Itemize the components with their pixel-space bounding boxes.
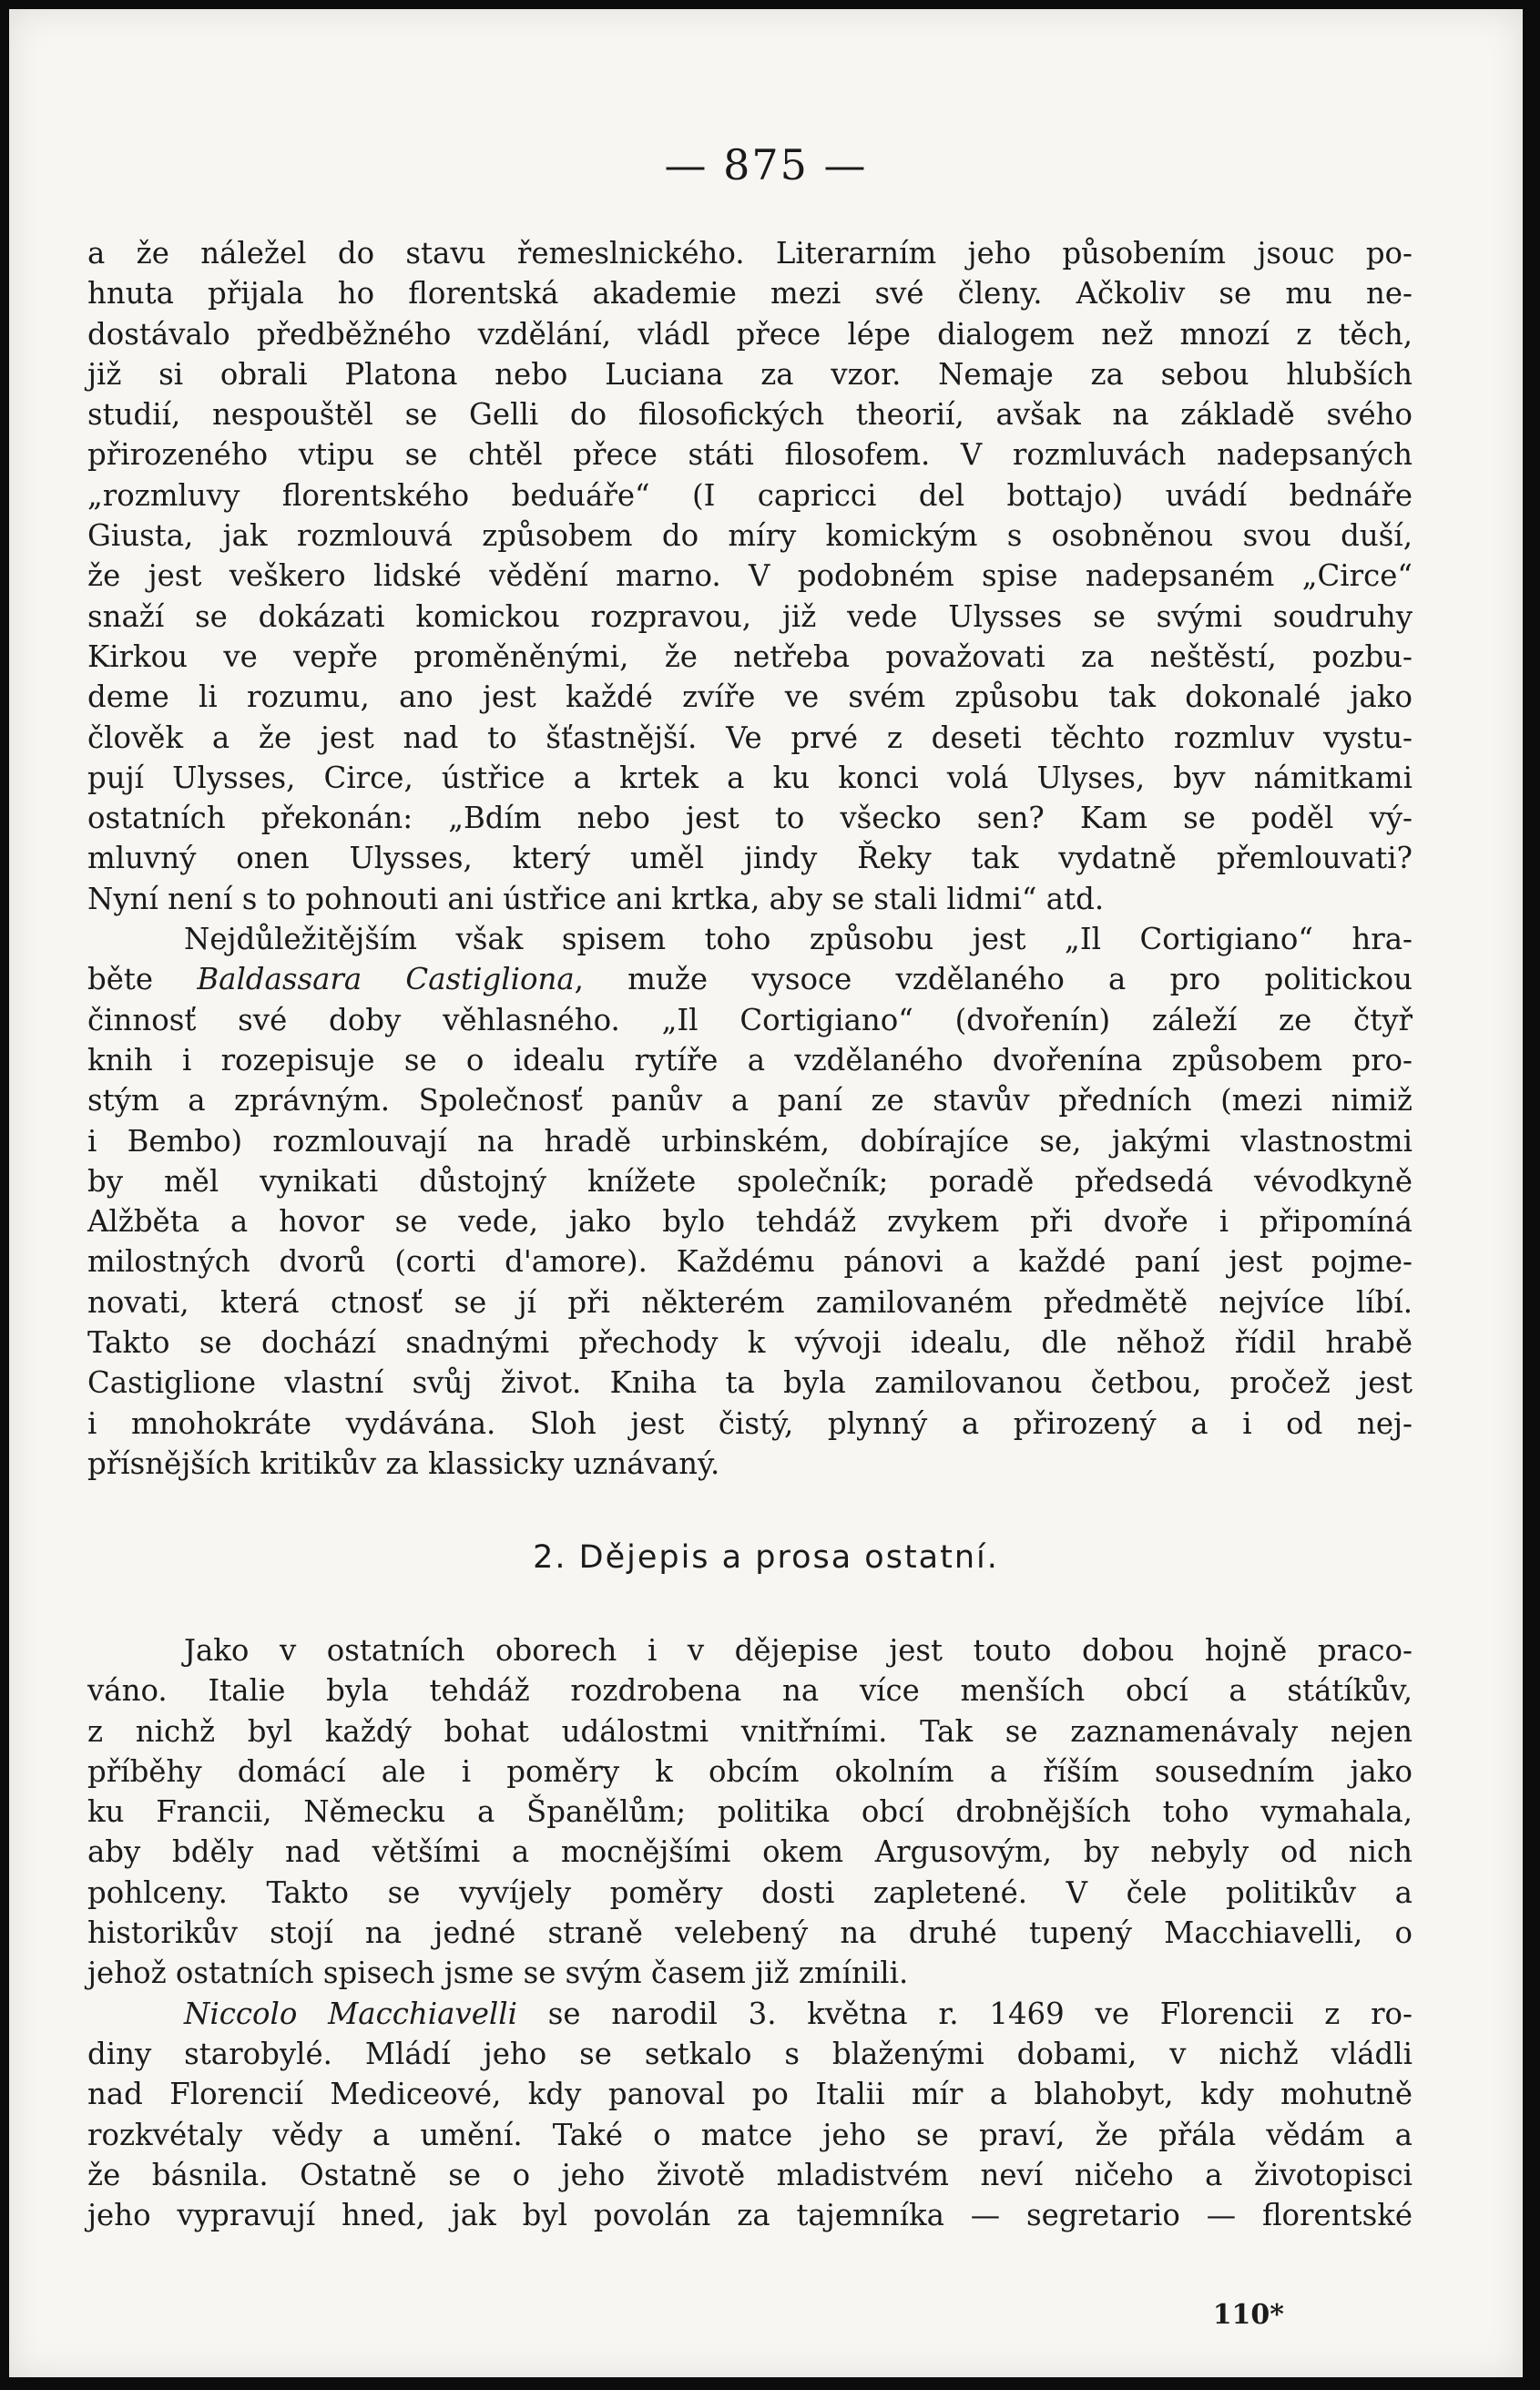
section-heading: 2. Dějepis a prosa ostatní. (533, 1539, 999, 1576)
text-fragment: běte (87, 962, 198, 997)
text-line: studií, nespouštěl se Gelli do filosofických theorií, avšak na základě svého (87, 397, 1413, 433)
text-line: milostných dvorů (corti d'amore). Každému pánovi a každé paní jest pojme- (87, 1244, 1413, 1280)
paragraph-macchiavelli (87, 1994, 1413, 2236)
text-line: jeho vypravují hned, jak byl povolán za tajemníka — segretario — florentské (87, 2198, 1413, 2233)
text-line: přísnějších kritikův za klassicky uznávaný. (87, 1445, 720, 1481)
text-line: že jest veškero lidské vědění marno. V podobném spise nadepsaném „Circe“ (87, 558, 1413, 594)
text-line: i Bembo) rozmlouvají na hradě urbinském, dobírajíce se, jakými vlastnostmi (87, 1123, 1413, 1159)
text-line: z nichž byl každý bohat událostmi vnitřními. Tak se zaznamenávaly nejen (87, 1713, 1413, 1749)
text-line: pohlceny. Takto se vyvíjely poměry dosti zapletené. V čele politikův a (87, 1874, 1413, 1910)
text-line: snaží se dokázati komickou rozpravou, již vede Ulysses se svými soudruhy (87, 598, 1413, 634)
text-line: Giusta, jak rozmlouvá způsobem do míry komickým s osobněnou svou duší, (87, 518, 1413, 554)
text-line: ostatních překonán: „Bdím nebo jest to všecko sen? Kam se poděl vý- (87, 801, 1413, 836)
person-name-italic: Niccolo Macchiavelli (184, 1996, 517, 2031)
text-block-lower (87, 1630, 1413, 2235)
text-line: Takto se dochází snadnými přechody k vývoji idealu, dle něhož řídil hrabě (87, 1325, 1413, 1361)
text-line: diny starobylé. Mládí jeho se setkalo s blaženými dobami, v nichž vládli (87, 2036, 1413, 2071)
text-line: že básnila. Ostatně se o jeho životě mladistvém neví ničeho a životopisci (87, 2157, 1413, 2192)
text-line: hnuta přijala ho florentská akademie mezi své členy. Ačkoliv se mu ne- (87, 276, 1413, 312)
text-line: by měl vynikati důstojný knížete společník; poradě předsedá vévodkyně (87, 1163, 1413, 1199)
text-line: Kirkou ve vepře proměněnými, že netřeba považovati za neštěstí, pozbu- (87, 638, 1413, 674)
paragraph-castiglione (87, 919, 1413, 1484)
text-line: rozkvétaly vědy a umění. Také o matce jeho se praví, že přála vědám a (87, 2117, 1413, 2152)
text-line: novati, která ctnosť se jí při některém zamilovaném předmětě nejvíce líbí. (87, 1284, 1413, 1320)
text-line: stým a zprávným. Společnosť panův a paní ze stavův předních (mezi nimiž (87, 1083, 1413, 1118)
text-line: deme li rozumu, ano jest každé zvíře ve svém způsobu tak dokonalé jako (87, 679, 1413, 715)
text-line: nad Florencií Mediceové, kdy panoval po Italii mír a blahobyt, kdy mohutně (87, 2077, 1413, 2112)
text-block-upper (87, 233, 1413, 1484)
text-line: i mnohokráte vydávána. Sloh jest čistý, plynný a přirozený a i od nej- (87, 1405, 1413, 1441)
text-line: dostávalo předběžného vzdělání, vládl přece lépe dialogem než mnozí z těch, (87, 316, 1413, 352)
text-line: pují Ulysses, Circe, ústřice a krtek a ku konci volá Ulyses, byv námitkami (87, 760, 1413, 795)
text-line: aby bděly nad většími a mocnějšími okem Argusovým, by nebyly od nich (87, 1834, 1413, 1870)
text-line: Castiglione vlastní svůj život. Kniha ta byla zamilovanou četbou, pročež jest (87, 1365, 1413, 1401)
text-line: mluvný onen Ulysses, který uměl jindy Řeky tak vydatně přemlouvati? (87, 841, 1413, 876)
text-line (87, 959, 1413, 999)
text-line: přirozeného vtipu se chtěl přece státi filosofem. V rozmluvách nadepsaných (87, 437, 1413, 473)
text-line: již si obrali Platona nebo Luciana za vzor. Nemaje za sebou hlubších (87, 356, 1413, 392)
text-line: „rozmluvy florentského beduáře“ (I capricci del bottajo) uvádí bednáře (87, 477, 1413, 513)
paragraph-history (87, 1630, 1413, 1994)
book-page (9, 9, 1523, 2377)
text-line: váno. Italie byla tehdáž rozdrobena na více menších obcí a státíkův, (87, 1673, 1413, 1709)
text-fragment: , muže vysoce vzdělaného a pro politickou (574, 962, 1413, 997)
text-line: člověk a že jest nad to šťastnější. Ve prvé z deseti těchto rozmluv vystu- (87, 720, 1413, 755)
text-line: jehož ostatních spisech jsme se svým časem již zmínili. (87, 1956, 909, 1991)
signature-mark: 110* (1212, 2299, 1284, 2331)
text-line (87, 1994, 1413, 2034)
text-line: Nejdůležitějším však spisem toho způsobu jest „Il Cortigiano“ hra- (184, 922, 1413, 957)
text-fragment: se narodil 3. května r. 1469 ve Florencii z ro- (516, 1996, 1413, 2031)
text-line: Jako v ostatních oborech i v dějepise jest touto dobou hojně praco- (184, 1633, 1413, 1668)
page-number: — 875 — (664, 140, 868, 189)
text-line: činnosť své doby věhlasného. „Il Cortigiano“ (dvořenín) záleží ze čtyř (87, 1002, 1413, 1037)
person-name-italic: Baldassara Castigliona (197, 962, 575, 997)
paragraph-gelli (87, 233, 1413, 919)
text-line: Alžběta a hovor se vede, jako bylo tehdáž zvykem při dvoře i připomíná (87, 1204, 1413, 1240)
text-line: historikův stojí na jedné straně velebený na druhé tupený Macchiavelli, o (87, 1915, 1413, 1951)
text-line: knih i rozepisuje se o idealu rytíře a vzdělaného dvořenína způsobem pro- (87, 1042, 1413, 1078)
text-line: příběhy domácí ale i poměry k obcím okolním a říším sousedním jako (87, 1753, 1413, 1789)
text-line: a že náležel do stavu řemeslnického. Literarním jeho působením jsouc po- (87, 236, 1413, 271)
text-line: ku Francii, Německu a Španělům; politika obcí drobnějších toho vymahala, (87, 1794, 1413, 1830)
text-line: Nyní není s to pohnouti ani ústřice ani krtka, aby se stali lidmi“ atd. (87, 881, 1105, 916)
